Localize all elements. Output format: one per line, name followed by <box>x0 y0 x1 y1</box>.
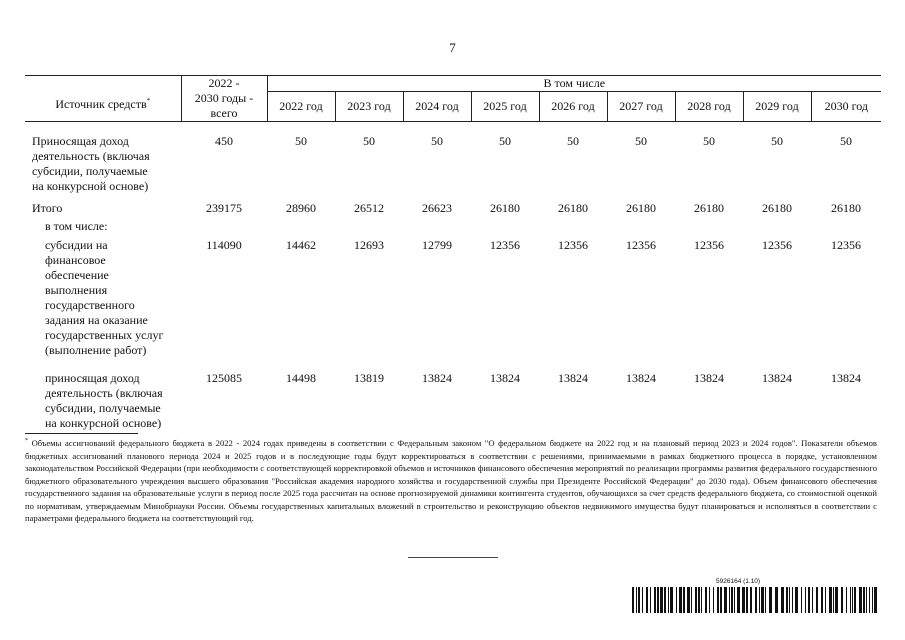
row-label-line: Итого <box>32 201 63 215</box>
row-year-value: 13824 <box>762 371 792 385</box>
budget-table <box>25 75 881 431</box>
row-label-line: деятельность (включая <box>32 149 150 163</box>
row-year-value: 50 <box>771 134 783 148</box>
header-year: 2026 год <box>539 92 607 122</box>
table-row <box>25 371 881 431</box>
row-year-value: 26180 <box>694 201 724 215</box>
row-label-line: на конкурсной основе) <box>45 416 162 430</box>
row-year-value: 14462 <box>286 238 316 252</box>
header-year: 2022 год <box>267 92 335 122</box>
row-year-value: 13824 <box>831 371 862 385</box>
table-row <box>25 219 881 238</box>
row-label-line: субсидии, получаемые <box>45 401 161 415</box>
table-row <box>25 134 881 201</box>
row-total: 125085 <box>206 371 242 385</box>
row-year-value: 13824 <box>626 371 656 385</box>
row-label-line: приносящая доход <box>45 371 140 385</box>
row-year-value: 50 <box>567 134 579 148</box>
row-label-line: в том числе: <box>45 219 108 233</box>
header-source-label: Источник средств <box>55 97 147 111</box>
row-label <box>25 219 881 238</box>
row-year-value: 12356 <box>831 238 862 252</box>
row-label-line: Приносящая доход <box>32 134 129 148</box>
row-year-value: 50 <box>363 134 375 148</box>
row-year-value: 26623 <box>422 201 452 215</box>
header-year: 2023 год <box>335 92 403 122</box>
table-row <box>25 201 881 219</box>
row-year-value: 50 <box>703 134 715 148</box>
row-year-value: 26180 <box>558 201 588 215</box>
row-label-line: (выполнение работ) <box>45 343 147 357</box>
row-year-value: 14498 <box>286 371 316 385</box>
row-year-value: 12799 <box>422 238 452 252</box>
header-total-line: всего <box>210 106 238 120</box>
header-year: 2029 год <box>743 92 811 122</box>
row-year-value: 13824 <box>490 371 520 385</box>
header-source-footnote-mark: * <box>146 97 151 105</box>
row-year-value: 12356 <box>694 238 724 252</box>
row-year-value: 50 <box>295 134 307 148</box>
row-label <box>25 134 181 201</box>
row-year-value: 26512 <box>354 201 384 215</box>
row-label-line: задания на оказание <box>45 313 148 327</box>
row-label <box>25 201 181 219</box>
row-total: 114090 <box>206 238 242 252</box>
row-label <box>25 238 181 371</box>
row-year-value: 12693 <box>354 238 384 252</box>
row-year-value: 12356 <box>626 238 656 252</box>
header-total-line: 2022 - <box>208 76 240 90</box>
header-total <box>181 76 267 122</box>
row-year-value: 13824 <box>694 371 724 385</box>
footnote-mark: * <box>25 438 28 445</box>
row-label-line: государственного <box>45 298 135 312</box>
row-year-value: 13824 <box>558 371 588 385</box>
barcode-label: 5926164 (1.10) <box>716 578 761 585</box>
row-label-line: субсидии на <box>45 238 108 252</box>
footnote <box>25 437 877 525</box>
row-year-value: 26180 <box>762 201 792 215</box>
row-year-value: 26180 <box>626 201 656 215</box>
row-year-value: 12356 <box>558 238 588 252</box>
row-label <box>25 371 181 431</box>
header-total-line: 2030 годы - <box>194 91 254 105</box>
table-header <box>25 76 881 122</box>
row-label-line: деятельность (включая <box>45 386 163 400</box>
row-year-value: 26180 <box>490 201 520 215</box>
row-label-line: обеспечение <box>45 268 109 282</box>
header-year: 2028 год <box>675 92 743 122</box>
row-year-value: 50 <box>499 134 511 148</box>
header-year: 2030 год <box>811 92 881 122</box>
row-total: 450 <box>215 134 233 148</box>
row-label-line: на конкурсной основе) <box>32 179 149 193</box>
table-row <box>25 238 881 371</box>
barcode-image <box>632 587 877 613</box>
row-year-value: 50 <box>635 134 647 148</box>
row-year-value: 50 <box>840 134 853 148</box>
row-label-line: государственных услуг <box>45 328 164 342</box>
row-year-value: 12356 <box>762 238 792 252</box>
row-year-value: 13819 <box>354 371 384 385</box>
row-label-line: финансовое <box>45 253 106 267</box>
row-label-line: субсидии, получаемые <box>32 164 148 178</box>
row-label-line: выполнения <box>45 283 108 297</box>
end-divider <box>408 557 498 558</box>
footnote-divider <box>25 433 138 434</box>
row-year-value: 26180 <box>831 201 862 215</box>
header-source <box>25 76 181 122</box>
header-year: 2024 год <box>403 92 471 122</box>
row-year-value: 50 <box>431 134 443 148</box>
header-including: В том числе <box>267 76 881 92</box>
row-total: 239175 <box>206 201 242 215</box>
row-year-value: 12356 <box>490 238 520 252</box>
header-year: 2027 год <box>607 92 675 122</box>
row-year-value: 28960 <box>286 201 316 215</box>
footnote-text: Объемы ассигнований федерального бюджета в 2022 - 2024 годах приведены в соответствии с Федеральным законом "О федеральном бюджете на 2022 год и на плановый период 2023 и 2024 годов". Показатели объемов бюджетных ассигнований планового периода 2024 и 2025 годов и в последующие годы будут корректироваться в соответствии с решениями, принимаемыми в рамках бюджетного процесса в порядке, установленном законодательством Российской Федерации (при необходимости с соответствующей корректировкой объемов и источников финансового обеспечения мероприятий по реализации программы развития федерального государственного бюджетного образовательного учреждения высшего образования "Российская академия народного хозяйства и государственной службы при Президенте Российской Федерации" до 2030 года). Объем финансового обеспечения государственного задания на образовательные услуги в период после 2025 года рассчитан на основе прогнозируемой динамики контингента студентов, обучающихся за счет средств федерального бюджета, со стоимостной оценкой по нормативам, утверждаемым Минобрнауки России. Объемы государственных капитальных вложений в строительство и реконструкцию объектов недвижимого имущества будут планироваться и исполняться в соответствии с параметрами федерального бюджета на соответствующий год. <box>25 438 877 523</box>
row-year-value: 13824 <box>422 371 452 385</box>
page-number: 7 <box>449 40 456 55</box>
header-year: 2025 год <box>471 92 539 122</box>
